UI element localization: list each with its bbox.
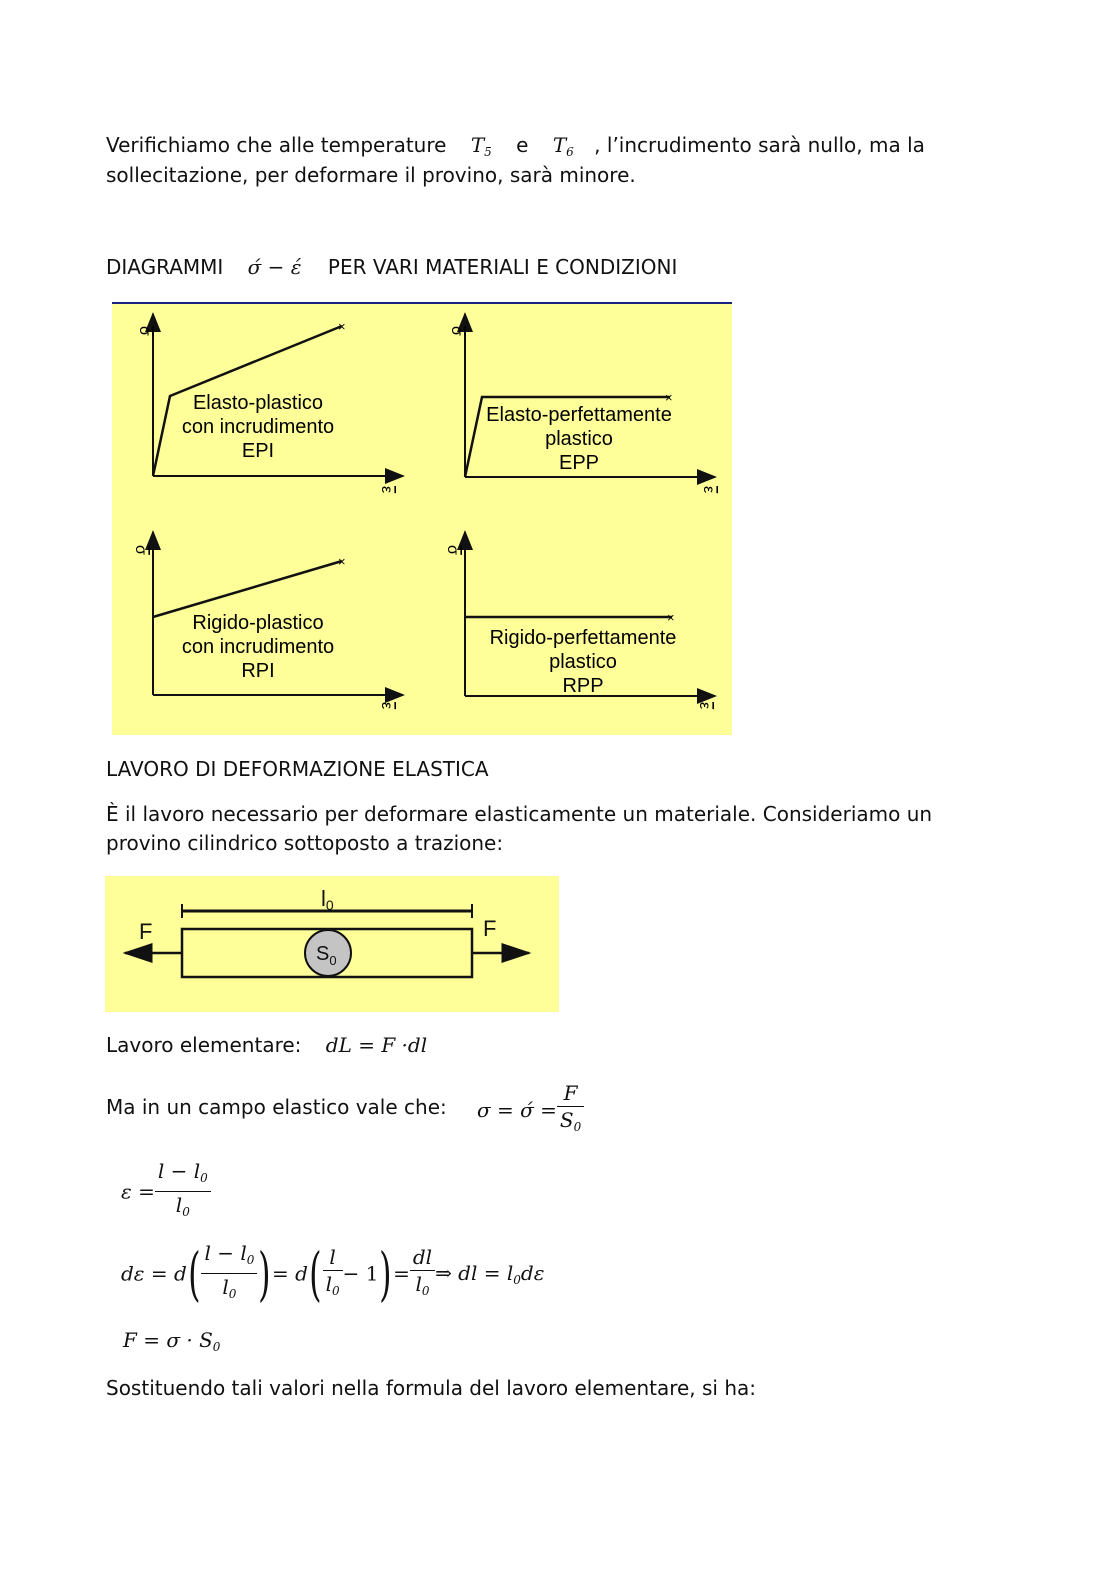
- right-force-label: F: [483, 916, 497, 941]
- strain-formula: ε = $\frac{l - l_0}{l_0}$: [121, 1158, 211, 1225]
- svg-text:plastico: plastico: [549, 651, 617, 673]
- svg-text:con incrudimento: con incrudimento: [181, 636, 335, 658]
- svg-text:EPP: EPP: [558, 452, 600, 474]
- left-force-label: F: [139, 919, 153, 944]
- sigma-axis-label: σ: [448, 326, 465, 336]
- specimen-diagram: [105, 876, 559, 1012]
- intro-line-1: Verifichiamo che alle temperature $T_5$ e $T_6$ , l’incrudimento sarà nullo, ma la: [106, 133, 925, 159]
- elem-work-line: Lavoro elementare: dL = F ·dl: [106, 1033, 428, 1057]
- elastic-label: Ma in un campo elastico vale che:: [106, 1095, 447, 1119]
- area-label: $S_0$: [316, 943, 337, 968]
- temperature-t6: $T_6$: [552, 133, 574, 159]
- svg-text:Rigido-perfettamente: Rigido-perfettamente: [489, 627, 677, 649]
- stress-strain-diagrams: [110, 300, 734, 736]
- elastic-formula: σ = σ́ = $\frac{F}{S_0}$: [477, 1080, 584, 1140]
- eps-axis-label: ε: [700, 486, 717, 494]
- diagram-heading-math: σ́ − έ: [247, 255, 302, 279]
- work-heading: LAVORO DI DEFORMAZIONE ELASTICA: [106, 757, 489, 781]
- diagram-background: [112, 303, 732, 735]
- eps-axis-label: ε: [696, 702, 713, 710]
- eps-axis-label: ε: [378, 702, 395, 710]
- failure-mark: ×: [338, 554, 346, 569]
- strain-differential-formula: dε = d( $\frac{l - l_0}{l_0}$ )= d( $\frac{l}{l_0}$ − 1)= $\frac{dl}{l_0}$ ⇒ dl = $l_0d\varepsilon$: [121, 1239, 545, 1308]
- force-formula: $F = \sigma \cdot S_0$: [123, 1328, 221, 1354]
- failure-mark: ×: [338, 319, 346, 334]
- svg-text:Elasto-plastico: Elasto-plastico: [192, 392, 324, 414]
- failure-mark: ×: [667, 610, 675, 625]
- svg-text:RPP: RPP: [562, 675, 604, 697]
- elem-work-formula: dL = F ·dl: [325, 1033, 428, 1057]
- failure-mark: ×: [665, 390, 673, 405]
- svg-text:RPI: RPI: [241, 660, 275, 682]
- substitution-line: Sostituendo tali valori nella formula del lavoro elementare, si ha:: [106, 1376, 757, 1400]
- intro-line-2: sollecitazione, per deformare il provino, sarà minore.: [106, 163, 636, 187]
- length-label: l0: [321, 886, 334, 913]
- svg-text:EPI: EPI: [241, 440, 275, 462]
- temperature-t5: $T_5$: [470, 133, 492, 159]
- eps-axis-label: ε: [378, 486, 395, 494]
- sigma-axis-label: σ: [132, 545, 149, 555]
- svg-text:con incrudimento: con incrudimento: [181, 416, 335, 438]
- svg-text:Elasto-perfettamente: Elasto-perfettamente: [486, 404, 672, 426]
- svg-text:plastico: plastico: [545, 428, 613, 450]
- svg-text:Rigido-plastico: Rigido-plastico: [192, 612, 324, 634]
- diagram-heading: DIAGRAMMI σ́ − έ PER VARI MATERIALI E CONDIZIONI: [106, 255, 678, 279]
- work-para-2: provino cilindrico sottoposto a trazione:: [106, 831, 504, 855]
- sigma-axis-label: σ: [136, 326, 153, 336]
- work-para-1: È il lavoro necessario per deformare elasticamente un materiale. Consideriamo un: [106, 802, 933, 826]
- sigma-axis-label: σ: [444, 545, 461, 555]
